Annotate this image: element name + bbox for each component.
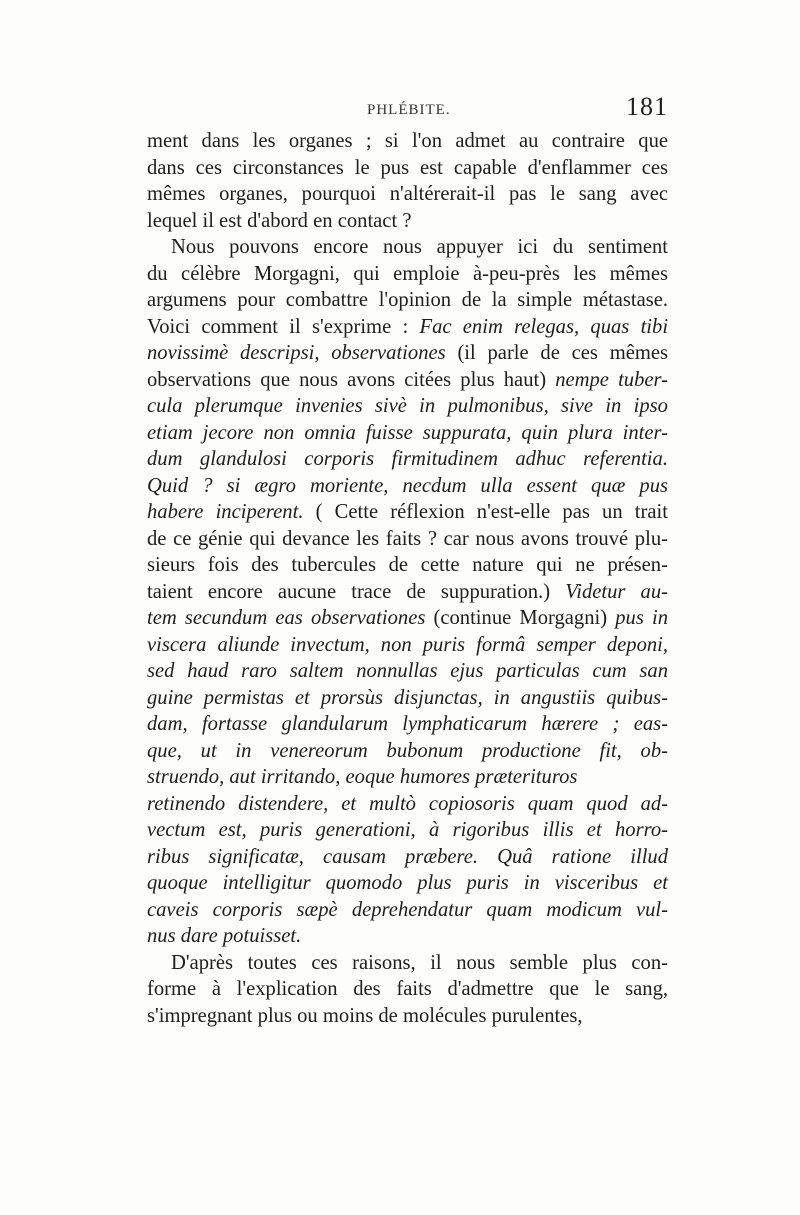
text-segment: (continue Morgagni) xyxy=(425,607,616,629)
text-line xyxy=(147,738,668,765)
text-line xyxy=(147,446,668,473)
latin-quote-segment: tem secundum eas observationes xyxy=(147,607,426,629)
text-line xyxy=(147,844,668,871)
latin-quote-segment: dum glandulosi corporis firmitudinem adhuc referentia. xyxy=(147,448,668,470)
latin-quote-segment: etiam jecore non omnia fuisse suppurata, quin plura inter- xyxy=(147,421,668,444)
text-segment: lequel il est d'abord en contact ? xyxy=(147,209,412,232)
text-segment: Nous pouvons encore nous appuyer ici du sentiment xyxy=(171,236,669,258)
text-segment: ( Cette réflexion n'est-elle pas un trait xyxy=(303,501,668,523)
text-line xyxy=(147,579,668,606)
text-segment: (il parle de ces mêmes xyxy=(445,342,669,364)
latin-quote-segment: Quid ? si ægro moriente, necdum ulla essent quæ pus xyxy=(147,474,669,497)
text-segment: ment dans les organes ; si l'on admet au contraire que xyxy=(147,130,669,152)
latin-quote-segment: nempe tuber- xyxy=(555,368,668,391)
text-line xyxy=(147,658,668,685)
latin-quote-segment: pus in xyxy=(615,607,669,629)
text-line xyxy=(147,632,668,659)
latin-quote-segment: cula plerumque invenies sivè in pulmonibus, sive in ipso xyxy=(147,395,668,417)
text-line xyxy=(147,870,668,897)
latin-quote-segment: viscera aliunde invectum, non puris formâ semper deponi, xyxy=(147,633,669,656)
latin-quote-segment: que, ut in venereorum bubonum productione fit, ob- xyxy=(147,739,668,762)
text-line xyxy=(147,711,668,738)
text-segment: forme à l'explication des faits d'admettre que le sang, xyxy=(147,978,669,1000)
text-line xyxy=(147,314,668,341)
text-line xyxy=(147,897,668,924)
text-line xyxy=(147,1003,668,1030)
text-segment: taient encore aucune trace de suppuration.) xyxy=(147,580,566,603)
text-line xyxy=(147,208,668,235)
text-line xyxy=(147,764,668,791)
text-line xyxy=(147,950,668,977)
latin-quote-segment: retinendo distendere, et multò copiosoris quam quod ad- xyxy=(147,792,669,815)
text-segment: de ce génie qui devance les faits ? car nous avons trouvé plu- xyxy=(147,527,668,550)
latin-quote-segment: ribus significatæ, causam præbere. Quâ ratione illud xyxy=(147,845,669,868)
text-segment: Voici comment il s'exprime : xyxy=(147,315,420,338)
page-number: 181 xyxy=(626,92,668,121)
text-segment: D'après toutes ces raisons, il nous semble plus con- xyxy=(171,951,668,974)
text-line xyxy=(147,552,668,579)
page-header xyxy=(147,94,668,124)
latin-quote-segment: quoque intelligitur quomodo plus puris in visceribus et xyxy=(147,872,668,894)
text-line xyxy=(147,287,668,314)
text-segment: observations que nous avons citées plus haut) xyxy=(147,368,556,391)
running-head: PHLÉBITE. xyxy=(367,102,451,118)
text-line xyxy=(147,234,668,261)
body-text xyxy=(147,128,668,1029)
latin-quote-segment: guine permistas et prorsùs disjunctas, in angustiis quibus- xyxy=(147,686,669,709)
text-segment: mêmes organes, pourquoi n'altérerait-il pas le sang avec xyxy=(147,183,669,205)
text-line xyxy=(147,261,668,288)
text-line xyxy=(147,526,668,553)
text-line xyxy=(147,181,668,208)
text-line xyxy=(147,685,668,712)
text-segment: argumens pour combattre l'opinion de la simple métastase. xyxy=(147,289,669,311)
text-line xyxy=(147,923,668,950)
latin-quote-segment: novissimè descripsi, observationes xyxy=(147,342,446,364)
text-line xyxy=(147,499,668,526)
latin-quote-segment: nus dare potuisset. xyxy=(147,925,302,947)
latin-quote-segment: vectum est, puris generationi, à rigoribus illis et horro- xyxy=(147,819,668,841)
text-line xyxy=(147,791,668,818)
text-line xyxy=(147,340,668,367)
text-segment: du célèbre Morgagni, qui emploie à-peu-près les mêmes xyxy=(147,262,668,285)
text-line xyxy=(147,393,668,420)
text-line xyxy=(147,976,668,1003)
text-line xyxy=(147,473,668,500)
latin-quote-segment: Videtur au- xyxy=(565,580,668,603)
text-line xyxy=(147,817,668,844)
latin-quote-segment: caveis corporis sæpè deprehendatur quam modicum vul- xyxy=(147,898,668,921)
latin-quote-segment: sed haud raro saltem nonnullas ejus particulas cum san xyxy=(147,660,669,682)
text-line xyxy=(147,605,668,632)
text-segment: s'impregnant plus ou moins de molécules purulentes, xyxy=(147,1004,583,1027)
latin-quote-segment: habere inciperent. xyxy=(147,501,304,523)
text-line xyxy=(147,367,668,394)
latin-quote-segment: Fac enim relegas, quas tibi xyxy=(419,315,669,338)
latin-quote-segment: struendo, aut irritando, eoque humores præterituros xyxy=(147,766,578,788)
text-segment: sieurs fois des tubercules de cette nature qui ne présen- xyxy=(147,554,668,576)
latin-quote-segment: dam, fortasse glandularum lymphaticarum hærere ; eas- xyxy=(147,713,669,735)
text-line xyxy=(147,128,668,155)
text-line xyxy=(147,155,668,182)
text-line xyxy=(147,420,668,447)
text-segment: dans ces circonstances le pus est capable d'enflammer ces xyxy=(147,156,669,179)
